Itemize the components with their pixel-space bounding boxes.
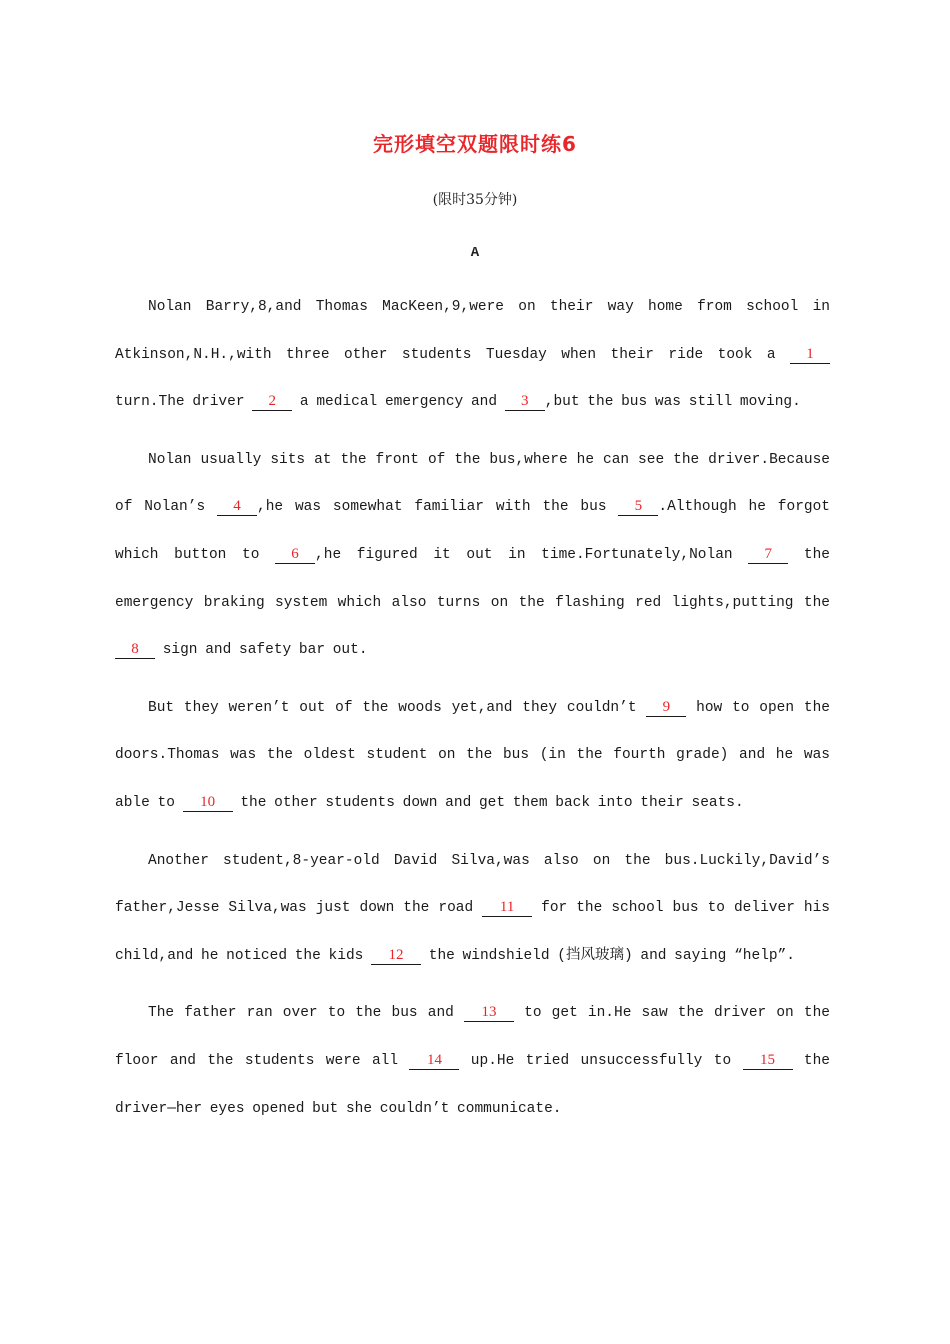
- passage-text: the driver—her eyes opened but she couldn’t communicate.: [115, 1052, 830, 1117]
- passage-text: the windshield (挡风玻璃) and saying “help”.: [421, 947, 795, 964]
- passage-text: for the school bus to deliver his child,and he noticed the kids: [115, 900, 830, 964]
- passage-text: Nolan usually sits at the front of the bus,where he can see the driver.Because of Nolan’s: [115, 451, 830, 516]
- cloze-passage: [115, 284, 830, 1143]
- passage-paragraph: [115, 437, 830, 675]
- section-heading: A: [470, 245, 480, 261]
- answer-blank-3[interactable]: 3: [505, 393, 545, 411]
- passage-text: ,but the bus was still moving.: [544, 394, 801, 411]
- answer-blank-5[interactable]: 5: [618, 498, 658, 516]
- passage-text: Another student,8-year-old David Silva,was also on the bus.Luckily,David’s father,Jesse Silva,was just down the road: [115, 852, 830, 917]
- document-title: 完形填空双题限时练6: [373, 132, 577, 156]
- answer-blank-4[interactable]: 4: [217, 498, 257, 516]
- passage-text: sign and safety bar out.: [155, 642, 368, 659]
- answer-blank-8[interactable]: 8: [115, 641, 155, 659]
- answer-blank-13[interactable]: 13: [464, 1004, 514, 1022]
- passage-text: a medical emergency and: [292, 394, 505, 411]
- passage-paragraph: [115, 838, 830, 981]
- passage-text: how to open the doors.Thomas was the oldest student on the bus (in the fourth grade) and he was able to: [115, 699, 830, 811]
- answer-blank-6[interactable]: 6: [275, 546, 315, 564]
- answer-blank-7[interactable]: 7: [748, 546, 788, 564]
- answer-blank-11[interactable]: 11: [482, 899, 532, 917]
- passage-text: ,he figured it out in time.Fortunately,Nolan: [315, 546, 749, 563]
- answer-blank-2[interactable]: 2: [252, 393, 292, 411]
- passage-text: the other students down and get them back into their seats.: [232, 794, 744, 811]
- answer-blank-14[interactable]: 14: [409, 1052, 459, 1070]
- passage-text: But they weren’t out of the woods yet,and they couldn’t: [148, 699, 647, 716]
- passage-text: turn.The driver: [115, 394, 253, 411]
- time-limit-note: (限时35分钟): [432, 192, 518, 208]
- passage-text: to get in.He saw the driver on the floor and the students were all: [115, 1005, 830, 1069]
- passage-text: the emergency braking system which also turns on the flashing red lights,putting the: [115, 546, 830, 611]
- passage-paragraph: [115, 990, 830, 1133]
- answer-blank-15[interactable]: 15: [743, 1052, 793, 1070]
- answer-blank-10[interactable]: 10: [183, 794, 233, 812]
- passage-text: ,he was somewhat familiar with the bus: [257, 499, 619, 516]
- passage-text: .Although he forgot which button to: [115, 499, 831, 563]
- passage-text: The father ran over to the bus and: [148, 1005, 464, 1022]
- passage-paragraph: [115, 685, 830, 828]
- answer-blank-12[interactable]: 12: [371, 947, 421, 965]
- passage-text: up.He tried unsuccessfully to: [459, 1052, 743, 1069]
- answer-blank-1[interactable]: 1: [790, 346, 830, 364]
- answer-blank-9[interactable]: 9: [646, 699, 686, 717]
- passage-text: Nolan Barry,8,and Thomas MacKeen,9,were on their way home from school in Atkinson,N.H.,with three other students Tuesday when their ride took a: [115, 299, 830, 363]
- passage-paragraph: [115, 284, 830, 427]
